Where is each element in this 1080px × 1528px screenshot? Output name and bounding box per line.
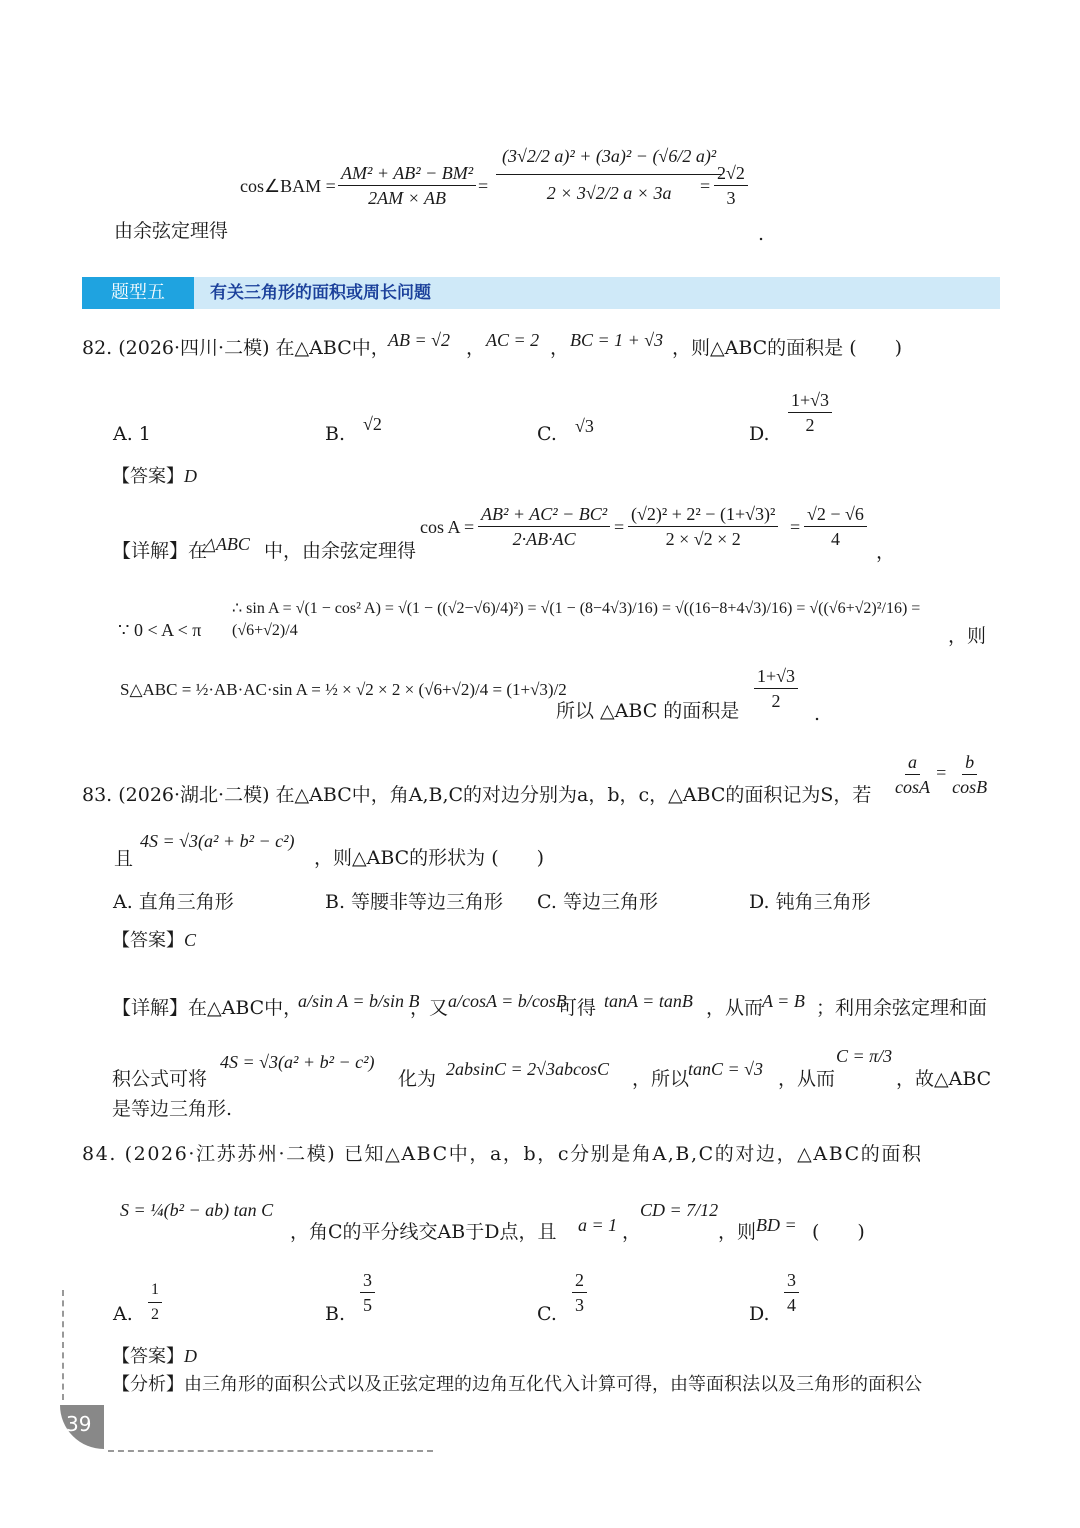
q83-stem: 83. (2026·湖北·二模) 在△ABC中，角A,B,C的对边分别为a，b，c，△ABC的面积记为S，若 <box>82 784 872 806</box>
q84-option-c[interactable]: C. <box>537 1303 557 1325</box>
q82-cosA-frac3 <box>802 504 869 549</box>
section-tag: 题型五 <box>82 277 194 309</box>
fraction-denominator: 5 <box>363 1295 372 1315</box>
result-denominator: 3 <box>726 188 736 208</box>
q82-cosA-frac2 <box>626 504 780 549</box>
q83-detail2-f2: 2absinC = 2√3abcosC <box>446 1059 610 1079</box>
equals-sign: = <box>614 517 625 537</box>
q82-option-b[interactable]: B. <box>325 423 346 445</box>
answer-value: C <box>184 930 197 950</box>
q83-detail1: 【详解】在△ABC中， <box>112 997 303 1019</box>
q83-detail2-f1: 4S = √3(a² + b² − c²) <box>220 1052 375 1072</box>
q84-option-d[interactable]: D. <box>749 1303 770 1325</box>
fraction-denominator: cosA <box>895 777 930 797</box>
q82-stem-suffix: ，则△ABC的面积是 ( ) <box>672 337 903 359</box>
big-fraction-numerator: (3√2/2 a)² + (3a)² − (√6/2 a)² <box>496 140 722 175</box>
q84-option-b-value <box>358 1270 377 1315</box>
q83-detail-f2-mid: 可得 <box>558 997 597 1019</box>
big-fraction-denominator: 2 × 3√2/2 a × 3a <box>546 183 672 203</box>
fraction-numerator: AB² + AC² − BC² <box>478 504 610 527</box>
q83-detail2-f4: C = π/3 <box>836 1046 893 1066</box>
q83-detail2-prefix: 积公式可将 <box>112 1068 208 1090</box>
fraction-numerator: 3 <box>784 1270 799 1293</box>
q82-area-formula: S△ABC = ½·AB·AC·sin A = ½ × √2 × 2 × (√6+√2)/4 = (1+√3)/2 <box>120 680 567 699</box>
q84-answer <box>112 1342 197 1368</box>
q82-cond-ac: AC = 2 <box>486 330 540 350</box>
q82-so-fraction <box>752 666 800 711</box>
q82-so: 所以 △ABC 的面积是 <box>556 700 740 722</box>
cosine-law-lead: 由余弦定理得 <box>114 220 229 242</box>
q84-option-a[interactable]: A. <box>113 1303 133 1325</box>
cos-bam-lhs: cos∠BAM = <box>240 176 336 196</box>
q83-option-b[interactable]: B. 等腰非等边三角形 <box>325 891 504 913</box>
fraction-numerator: 1 <box>148 1280 162 1303</box>
section-title: 有关三角形的面积或周长问题 <box>210 283 431 303</box>
q84-bd: BD = <box>756 1215 797 1235</box>
q84-stem: 84. (2026·江苏苏州·二模) 已知△ABC中，a，b，c分别是角A,B,C的对边，△ABC的面积 <box>82 1143 923 1165</box>
q82-cond-bc: BC = 1 + √3 <box>570 330 664 350</box>
fraction-denominator: 3 <box>575 1295 584 1315</box>
fraction-numerator: 3 <box>360 1270 375 1293</box>
fraction-denominator: 2AM × AB <box>368 188 446 208</box>
q82-then: ，则 <box>948 625 987 647</box>
fraction-denominator: 2·AB·AC <box>512 529 576 549</box>
fraction-numerator: 1+√3 <box>788 390 832 413</box>
fraction-denominator: 4 <box>830 529 840 549</box>
q82-sinA: ∴ sin A = √(1 − cos² A) = √(1 − ((√2−√6)/4)²) = √(1 − (8−4√3)/16) = √((16−8+4√3)/16) = √((√6+√2)²/16) = (√6+√2)/4 <box>232 600 921 639</box>
q84-option-d-value <box>782 1270 801 1315</box>
fraction-denominator: 4 <box>787 1295 796 1315</box>
fraction-numerator: a <box>905 752 920 775</box>
q82-stem-prefix: 82. (2026·四川·二模) 在△ABC中， <box>82 337 390 359</box>
q84-option-c-value <box>570 1270 589 1315</box>
q83-line2-suffix: ，则△ABC的形状为 ( ) <box>314 847 545 869</box>
fraction-denominator: cosB <box>952 777 988 797</box>
fraction-denominator: 2 × √2 × 2 <box>665 529 741 549</box>
q84-cond-a: a = 1 <box>578 1215 618 1235</box>
q82-option-b-value: √2 <box>363 414 382 434</box>
q83-detail-f4: A = B <box>762 991 805 1011</box>
margin-dashed-line-horizontal <box>108 1450 433 1452</box>
answer-value: D <box>184 466 197 486</box>
q84-option-b[interactable]: B. <box>325 1303 346 1325</box>
fraction-denominator: 2 <box>805 415 815 435</box>
q82-option-c[interactable]: C. <box>537 423 557 445</box>
period: . <box>758 223 765 245</box>
q83-detail-f1-mid: ，又 <box>410 997 449 1019</box>
answer-label: 【答案】 <box>112 1346 184 1367</box>
q82-cosA-lhs: cos A = <box>420 517 475 537</box>
q83-detail-f3-mid: ，从而 <box>706 997 764 1019</box>
q82-cond-ab: AB = √2 <box>388 330 451 350</box>
q83-option-a[interactable]: A. 直角三角形 <box>113 891 234 913</box>
cos-bam-fraction <box>336 163 478 208</box>
fraction-denominator: 2 <box>151 1306 159 1323</box>
q84-line2-tail: ，则 <box>718 1221 757 1243</box>
fraction-numerator: 2 <box>572 1270 587 1293</box>
q82-option-d[interactable]: D. <box>749 423 770 445</box>
q83-option-c[interactable]: C. 等边三角形 <box>537 891 658 913</box>
equals-sign-2: = <box>700 176 711 196</box>
q82-range: ∵ 0 < A < π <box>118 620 202 640</box>
q84-area-formula: S = ¼(b² − ab) tan C <box>120 1200 274 1220</box>
q82-option-a[interactable]: A. 1 <box>113 423 151 445</box>
q83-answer <box>112 926 196 952</box>
fraction-numerator: 1+√3 <box>754 666 798 689</box>
q84-blank: ( ) <box>812 1221 865 1243</box>
q83-option-d[interactable]: D. 钝角三角形 <box>749 891 871 913</box>
q83-detail2-mid2: ，所以 <box>632 1068 690 1090</box>
equals-sign: = <box>478 176 489 196</box>
comma: ， <box>550 337 570 359</box>
cos-bam-big-fraction <box>494 140 724 203</box>
period: . <box>814 703 821 725</box>
q83-detail-f3: tanA = tanB <box>604 991 693 1011</box>
q83-detail3: 是等边三角形. <box>112 1098 233 1120</box>
q84-cond-cd: CD = 7/12 <box>640 1200 719 1220</box>
answer-label: 【答案】 <box>112 466 184 487</box>
fraction-numerator: b <box>962 752 977 775</box>
q84-line2-mid: ，角C的平分线交AB于D点，且 <box>290 1221 557 1243</box>
fraction-numerator: AM² + AB² − BM² <box>338 163 476 186</box>
equals-sign: = <box>790 517 801 537</box>
q82-detail-mid: 中，由余弦定理得 <box>264 540 417 562</box>
result-numerator: 2√2 <box>714 163 748 186</box>
q83-detail2-tail: ，故△ABC <box>896 1068 992 1090</box>
q82-detail-triangle: △ABC <box>202 534 250 554</box>
q83-detail-tail: ；利用余弦定理和面 <box>816 997 988 1019</box>
q83-detail2-mid: 化为 <box>398 1068 437 1090</box>
cos-bam-result <box>712 163 750 208</box>
comma: ， <box>466 337 486 359</box>
fraction-numerator: √2 − √6 <box>804 504 867 527</box>
q82-option-d-value <box>786 390 834 435</box>
fraction-denominator: 2 <box>771 691 781 711</box>
q84-analysis: 【分析】由三角形的面积公式以及正弦定理的边角互化代入计算可得，由等面积法以及三角形的面积公 <box>112 1374 922 1395</box>
q84-option-a-value <box>146 1280 164 1325</box>
q82-cosA-frac1 <box>476 504 612 549</box>
q83-detail-f1: a/sin A = b/sin B <box>298 991 420 1011</box>
q82-option-c-value: √3 <box>575 416 594 436</box>
q83-detail2-f3: tanC = √3 <box>688 1059 764 1079</box>
comma: ， <box>876 541 896 563</box>
page-number: 39 <box>66 1412 92 1436</box>
q83-line2-prefix: 且 <box>114 848 134 870</box>
q83-condition: $\frac{a}{\cos A}$ = $\frac{b}{\cos B}$ <box>890 752 992 797</box>
q82-answer <box>112 462 197 488</box>
q83-detail-f2: a/cosA = b/cosB <box>448 991 567 1011</box>
q82-detail-label: 【详解】在 <box>112 540 208 562</box>
q83-detail2-mid3: ，从而 <box>778 1068 836 1090</box>
fraction-numerator: (√2)² + 2² − (1+√3)² <box>628 504 778 527</box>
q83-line2-formula: 4S = √3(a² + b² − c²) <box>140 831 295 851</box>
comma: ， <box>622 1221 642 1243</box>
answer-value: D <box>184 1346 197 1366</box>
answer-label: 【答案】 <box>112 930 184 951</box>
margin-dashed-line-vertical <box>62 1290 64 1400</box>
